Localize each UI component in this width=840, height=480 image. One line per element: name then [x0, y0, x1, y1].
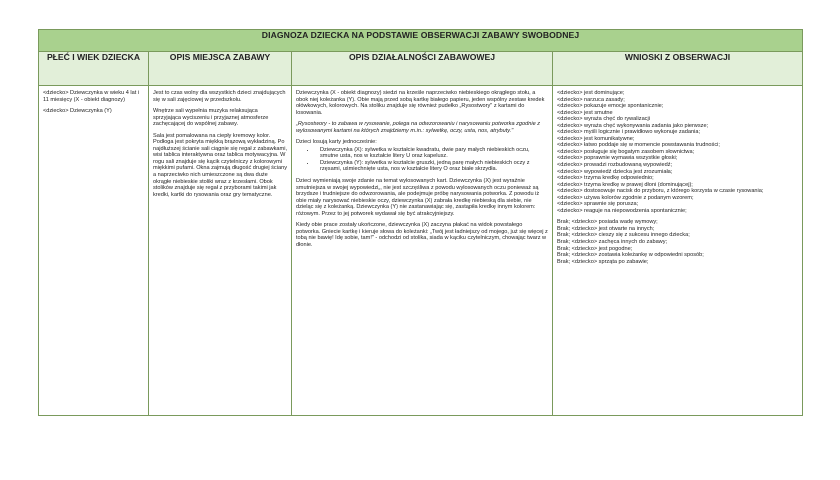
list-item: Brak; <dziecko> sprząta po zabawie;: [557, 258, 649, 265]
list-item: <dziecko> sprawnie się porusza;: [557, 201, 639, 208]
list-item: <dziecko> trzyma kredkę odpowiednio;: [557, 175, 654, 182]
list-item: <dziecko> wypowiedź dziecka jest zrozumiała;: [557, 168, 673, 175]
header-gender-age: PŁEĆ I WIEK DZIECKA: [39, 52, 149, 86]
list-item: <dziecko> prowadzi rozbudowaną wypowiedź;: [557, 162, 673, 169]
list-item: <dziecko> poprawnie wymawia wszystkie głoski;: [557, 155, 678, 162]
card-list: [296, 147, 548, 173]
place-paragraph: Wnętrze sali wypełnia muzyka relaksująca sprzyjająca wyciszeniu i przyjaznej atmosferze zachęcającej do wspólnej zabawy.: [153, 108, 269, 128]
activity-paragraph: Dzieci losują karty jednocześnie:: [296, 139, 377, 146]
list-item: <dziecko> wyraża chęć wykonywania zadania jako pierwsze;: [557, 122, 709, 129]
header-play-activity: OPIS DZIAŁALNOŚCI ZABAWOWEJ: [292, 52, 553, 86]
list-item: • Dziewczynka (Y): sylwetka w kształcie gruszki, jedną parę małych niebieskich oczy z rzęsami, uśmiechnięte usta, nos w kształcie litery O oraz białe skrzydła.: [316, 160, 548, 173]
list-item: <dziecko> wyraża chęć do rywalizacji: [557, 116, 650, 123]
cell-play-place: [149, 86, 292, 416]
cell-gender-age: [39, 86, 149, 416]
list-item: <dziecko> trzyma kredkę w prawej dłoni (dominującej);: [557, 181, 693, 188]
place-paragraph: Sala jest pomalowana na ciepły kremowy kolor. Podłoga jest pokryta miękką brązową wykładziną. Po najdłuższej ścianie sali ciągnie się regał z zabawkami, wisi tablica interaktywna oraz tablica motywacyjna. W rogu sali znajduje się kącik czytelniczy z kolorowymi miękkimi pufami. Okna zajmują długość drugiej ściany a naprzeciwko nich umieszczone są dwa duże okrągłe niebieskie stoliki wraz z krzesłami. Obok stolików znajduje się regał z przyborami takimi jak kredki, kartki do rysowania oraz gry tematyczne.: [153, 132, 288, 198]
list-item: Brak; <dziecko> zostawia koleżankę w odpowiedni sposób;: [557, 252, 704, 259]
observation-table: [38, 29, 803, 416]
list-item: <dziecko> używa kolorów zgodnie z podanym wzorem;: [557, 194, 694, 201]
list-item: <dziecko> jest smutne: [557, 109, 613, 116]
cell-play-activity: [292, 86, 553, 416]
child-y-description: <dziecko> Dziewczynka (Y): [43, 108, 112, 115]
activity-paragraph: Dziewczynka (X - obiekt diagnozy) siedzi na krześle naprzeciwko niebieskiego okrągłego stołu, a obok niej koleżanka (Y). Obie mają przed sobą kartkę białego papieru, jeden wspólny zestaw kredek ołówkowych, kolorowych. Na stoliku znajduje się również pudełko „Rysostwory" z kartami do losowania.: [296, 90, 545, 116]
list-item: <dziecko> myśli logicznie i prawidłowo wykonuje zadania;: [557, 129, 701, 136]
place-paragraph: Jest to czas wolny dla wszystkich dzieci znajdujących się w sali zajęciowej w przedszkolu.: [153, 90, 286, 103]
list-item: Brak; <dziecko> jest otwarte na innych;: [557, 225, 655, 232]
child-x-description: <dziecko> Dziewczynka w wieku 4 lat i 11 miesięcy (X - obiekt diagnozy): [43, 90, 140, 103]
list-item: <dziecko> pokazuje emocje spontanicznie;: [557, 103, 664, 110]
header-play-place: OPIS MIEJSCA ZABAWY: [149, 52, 292, 86]
list-item: <dziecko> jest dominujące;: [557, 90, 625, 96]
activity-quote: „Rysostwory - to zabawa w rysowanie, polega na odwzorowaniu i narysowaniu potworka zgodnie z wylosowanymi kartami na których znajdziemy m.in.: sylwetkę, oczy, usta, nos, atrybuty.": [296, 121, 541, 134]
list-item: <dziecko> jest komunikatywne;: [557, 135, 635, 142]
conclusions-list: [553, 86, 802, 268]
list-item: Brak; <dziecko> zachęca innych do zabawy;: [557, 239, 668, 246]
activity-paragraph: Kiedy obie prace zostały ukończone, dziewczynka (X) zaczyna płakać na widok powstałego potworka. Gniecie kartkę i kieruje słowa do koleżanki: „Twój jest ładniejszy od mojego, już się więcej z tobą nie bawię! Idę sobie, tam!" - odchodzi od stolika, siada w kąciku czytelniczym, chowając twarz w dłonie.: [296, 222, 548, 248]
activity-paragraph: Dzieci wymieniają swoje zdanie na temat wylosowanych kart. Dziewczynka (X) jest wyraźnie smutniejsza w swojej wypowiedzi„, nie jest szczęśliwa z powodu wylosowanych oczu ponieważ są brzydsze i trudniejsze do odwzorowania, ale podejmuje próbę narysowania potworka. Z powodu iż obie miały narysować niebieskie oczy, dziewczynka (X) zabrała kredkę niebieską dla siebie, nie dzieląc się z koleżanką. Dziewczynka (Y) nie zastanawiając się, zastąpiła kredkę innym kolorem: różowym. Przez to jej potworek wydawał się być atrakcyjniejszy.: [296, 178, 540, 217]
list-item: <dziecko> narzuca zasady;: [557, 96, 625, 103]
list-item: Brak; <dziecko> jest pogodne;: [557, 245, 633, 252]
list-item: Brak; <dziecko> cieszy się z sukcesu innego dziecka;: [557, 232, 690, 239]
list-item: <dziecko> dostosowuje nacisk do przyboru, z którego korzysta w czasie rysowania;: [557, 188, 764, 195]
list-item: <dziecko> reaguje na niepowodzenia spontanicznie;: [557, 207, 687, 214]
list-item: • Dziewczynka (X): sylwetka w kształcie kwadratu, dwie pary małych niebieskich oczu, smutne usta, nos w kształcie litery U oraz kapelusz.: [316, 147, 548, 160]
list-item: <dziecko> posługuje się bogatym zasobem słownictwa;: [557, 148, 695, 155]
cell-conclusions: [553, 86, 803, 416]
list-item: <dziecko> łatwo poddaje się w momencie powstawania trudności;: [557, 142, 720, 149]
table-title: DIAGNOZA DZIECKA NA PODSTAWIE OBSERWACJI ZABAWY SWOBODNEJ: [39, 30, 803, 52]
list-item: Brak; <dziecko> posiada wadę wymowy;: [557, 219, 658, 226]
header-conclusions: WNIOSKI Z OBSERWACJI: [553, 52, 803, 86]
